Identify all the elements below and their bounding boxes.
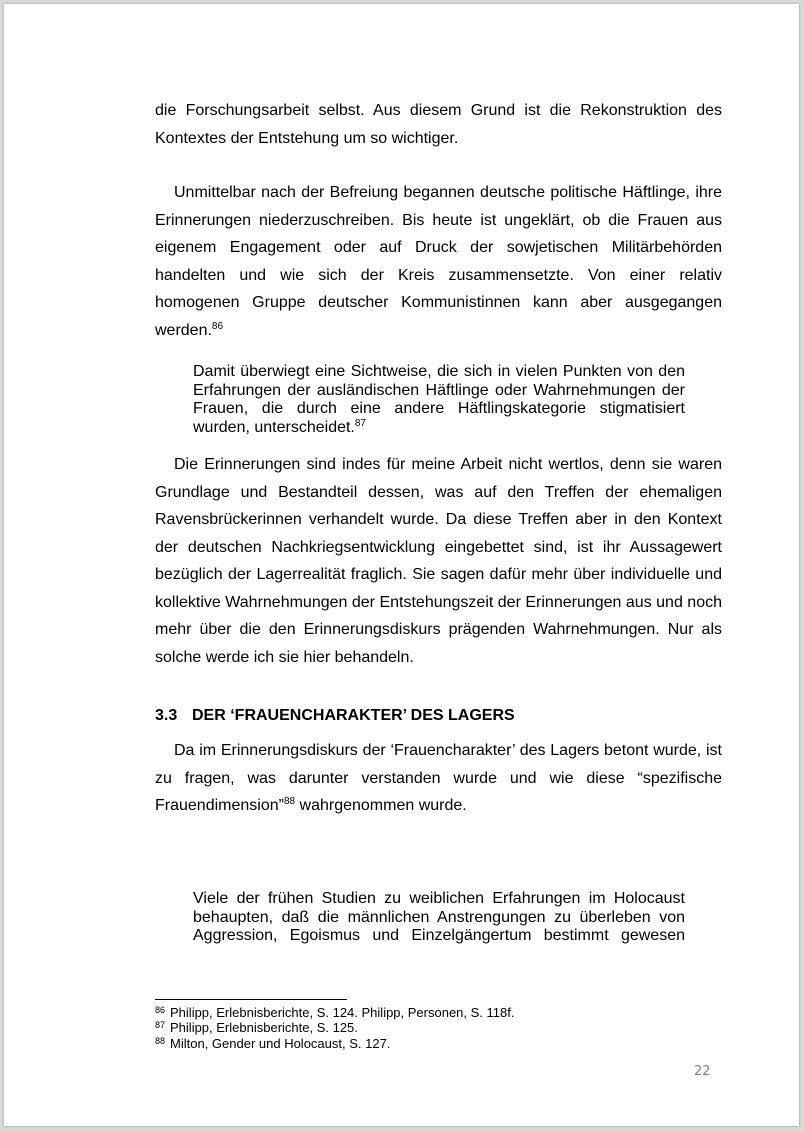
paragraph-text: Die Erinnerungen sind indes für meine Arbeit nicht wertlos, denn sie waren Grundlage und Bestandteil dessen, was auf den Treffen der ehemaligen Ravensbrückerinnen verhandelt wurde. Da diese Treffen aber in den Kontext der deutschen Nachkriegsentwicklung eingebettet sind, ist ihr Aussagewert bezüglich der Lagerrealität fraglich. Sie sagen dafür mehr über individuelle und kollektive Wahrnehmungen der Entstehungszeit der Erinnerungen aus und noch mehr über die den Erinnerungsdiskurs prägenden Wahrnehmungen. Nur als solche werde ich sie hier behandeln.	[155, 456, 722, 666]
footnote-number: 86	[155, 1005, 166, 1015]
footnote-number: 88	[155, 1035, 166, 1046]
block-quote-studien	[193, 890, 685, 946]
quote-text: Damit überwiegt eine Sichtweise, die sich in vielen Punkten von den Erfahrungen der ausländischen Häftlinge oder Wahrnehmungen der Frauen, die durch eine andere Häftlingskategorie stigmatisiert wurden, unterscheidet.	[193, 363, 685, 436]
footnote-separator	[155, 999, 347, 1000]
document-page	[4, 4, 799, 1126]
paragraph-text: Da im Erinnerungsdiskurs der ‘Frauencharakter’ des Lagers betont wurde, ist zu fragen, was darunter verstanden wurde und wie diese “spezifische Frauendimension”	[155, 742, 722, 814]
footnote-86	[155, 1005, 715, 1020]
footnote-text: Milton, Gender und Holocaust, S. 127.	[170, 1035, 391, 1051]
page-number: 22	[694, 1064, 711, 1079]
footnote-ref-87[interactable]: 87	[354, 417, 366, 429]
block-quote-sichtweise	[193, 363, 685, 437]
quote-text: Viele der frühen Studien zu weiblichen Erfahrungen im Holocaust behaupten, daß die männlichen Anstrengungen zu überleben von Aggression, Egoismus und Einzelgängertum bestimmt gewesen	[193, 890, 685, 944]
footnote-ref-86[interactable]: 86	[211, 320, 224, 332]
footnote-text: Philipp, Erlebnisberichte, S. 124. Philipp, Personen, S. 118f.	[170, 1005, 515, 1020]
section-number: 3.3	[155, 707, 178, 724]
footnote-ref-88[interactable]: 88	[283, 796, 296, 807]
footnote-number: 87	[155, 1020, 166, 1031]
section-title: DER ‘FRAUENCHARAKTER’ DES LAGERS	[192, 707, 515, 724]
paragraph-text: Unmittelbar nach der Befreiung begannen deutsche politische Häftlinge, ihre Erinnerungen niederzuschreiben. Bis heute ist ungeklärt, ob die Frauen aus eigenem Engagement oder auf Druck der sowjetischen Militärbehörden handelten und wie sich der Kreis zusammensetzte. Von einer relativ homogenen Gruppe deutscher Kommunistinnen kann aber ausgegangen werden.	[155, 184, 722, 339]
footnote-87	[155, 1020, 715, 1035]
section-heading	[155, 706, 515, 726]
paragraph-text: die Forschungsarbeit selbst. Aus diesem Grund ist die Rekonstruktion des Kontextes der Entstehung um so wichtiger.	[155, 102, 722, 147]
paragraph-continuation	[155, 97, 722, 152]
paragraph-text-end: wahrgenommen wurde.	[295, 797, 467, 814]
paragraph-frauencharakter	[155, 737, 722, 820]
paragraph-erinnerungen	[155, 451, 722, 671]
paragraph-befreiung	[155, 179, 722, 344]
footnote-text: Philipp, Erlebnisberichte, S. 125.	[170, 1020, 358, 1036]
footnote-list	[155, 1005, 715, 1051]
footnote-88	[155, 1036, 715, 1051]
